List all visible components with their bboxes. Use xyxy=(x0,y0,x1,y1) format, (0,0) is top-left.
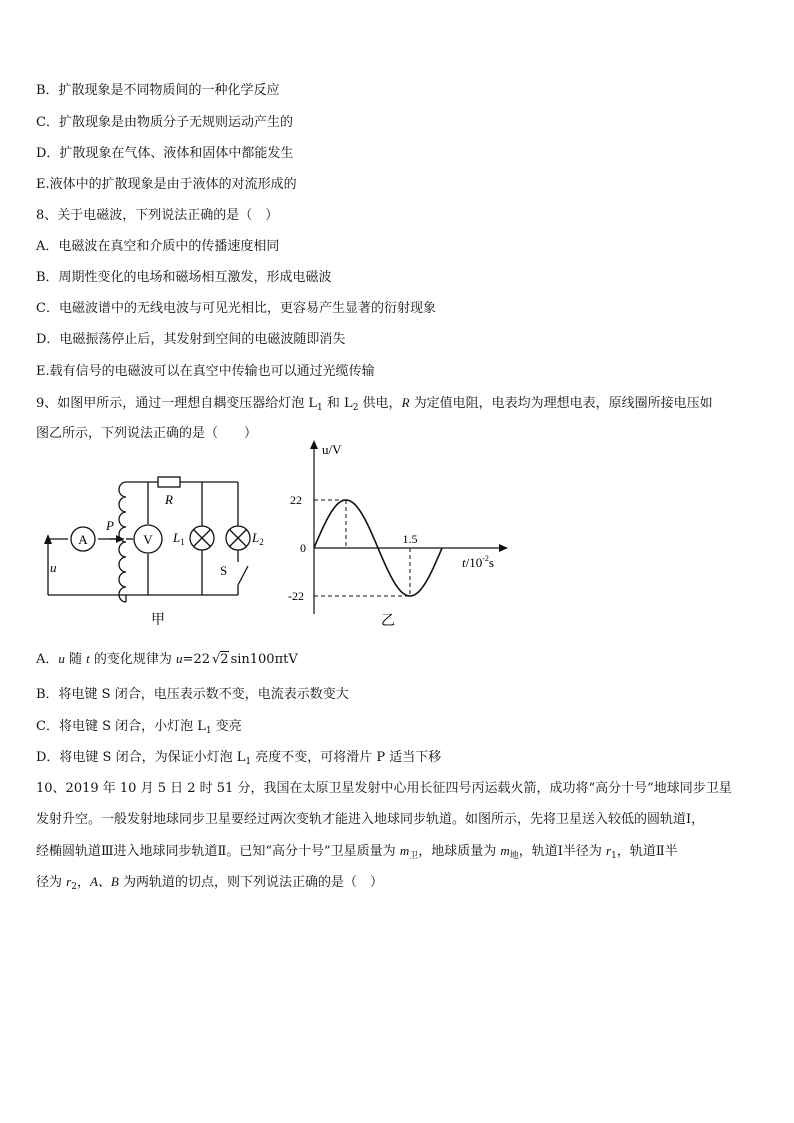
q10-line2: 发射升空。一般发射地球同步卫星要经过两次变轨才能进入地球同步轨道。如图所示，先将卫星送入较低的圆轨道Ⅰ， xyxy=(36,812,705,827)
q8-option-a: A．电磁波在真空和介质中的传播速度相同 xyxy=(36,239,280,254)
q7-option-d: D．扩散现象在气体、液体和固体中都能发生 xyxy=(36,146,294,161)
q9-stem-line2: 图乙所示，下列说法正确的是（ ） xyxy=(36,426,258,441)
q7-option-e: E.液体中的扩散现象是由于液体的对流形成的 xyxy=(36,177,297,192)
q8-option-c: C．电磁波谱中的无线电波与可见光相比，更容易产生显著的衍射现象 xyxy=(36,301,436,316)
circuit-diagram xyxy=(40,462,280,632)
y-tick-zero: 0 xyxy=(300,541,306,555)
q10-line3: 经椭圆轨道Ⅲ进入地球同步轨道Ⅱ。已知“高分十号”卫星质量为 $m_卫$，地球质量为 $m_地$，轨道Ⅰ半径为 $r_1$，轨道Ⅱ半 xyxy=(36,843,678,861)
q8-option-d: D．电磁振荡停止后，其发射到空间的电磁波随即消失 xyxy=(36,332,346,347)
q8-option-b: B．周期性变化的电场和磁场相互激发，形成电磁波 xyxy=(36,270,332,285)
q9-option-d: D．将电键 S 闭合，为保证小灯泡 $L_1$ 亮度不变，可将滑片 P 适当下移 xyxy=(36,750,442,767)
voltmeter-label: V xyxy=(143,532,153,547)
sqrt-symbol: √2 xyxy=(211,652,229,667)
slider-label: P xyxy=(106,518,114,533)
figure-caption-jia: 甲 xyxy=(151,613,165,628)
q10-line4: 径为 $r_2$，A、B 为两轨道的切点，则下列说法正确的是（ ） xyxy=(36,874,383,892)
y-tick-bottom: -22 xyxy=(288,589,304,603)
q10-line1: 10、2019 年 10 月 5 日 2 时 51 分，我国在太原卫星发射中心用长征四号丙运载火箭，成功将“高分十号”地球同步卫星 xyxy=(36,781,732,796)
voltage-graph xyxy=(284,432,524,632)
q9-option-b: B．将电键 S 闭合，电压表示数不变，电流表示数变大 xyxy=(36,687,349,702)
switch-label: S xyxy=(220,563,228,578)
input-voltage-label: u xyxy=(50,560,57,575)
q8-option-e: E.载有信号的电磁波可以在真空中传输也可以通过光缆传输 xyxy=(36,364,375,379)
y-axis-label: u/V xyxy=(322,442,342,457)
lamp-l1-label: $L_1$ xyxy=(173,530,185,547)
q8-stem: 8、关于电磁波，下列说法正确的是（ ） xyxy=(36,208,279,223)
q9-stem-line1: 9、如图甲所示，通过一理想自耦变压器给灯泡 $L_1$ 和 $L_2$ 供电，R 为定值电阻，电表均为理想电表，原线圈所接电压如 xyxy=(36,395,713,413)
q9-option-c: C．将电键 S 闭合，小灯泡 $L_1$ 变亮 xyxy=(36,719,242,736)
q7-option-b: B．扩散现象是不同物质间的一种化学反应 xyxy=(36,83,280,98)
x-tick-label: 1.5 xyxy=(402,532,418,546)
ammeter-label: A xyxy=(78,532,88,547)
x-axis-label: $t/10^{-2}s$ xyxy=(462,554,494,570)
lamp-l2-label: $L_2$ xyxy=(252,530,264,547)
resistor-label: R xyxy=(165,492,173,507)
q7-option-c: C．扩散现象是由物质分子无规则运动产生的 xyxy=(36,115,293,130)
figure-caption-yi: 乙 xyxy=(381,614,395,629)
y-tick-top: 22 xyxy=(290,493,302,507)
q9-option-a: A．u 随 t 的变化规律为 u=22 √2 sin100πtV xyxy=(36,651,298,667)
